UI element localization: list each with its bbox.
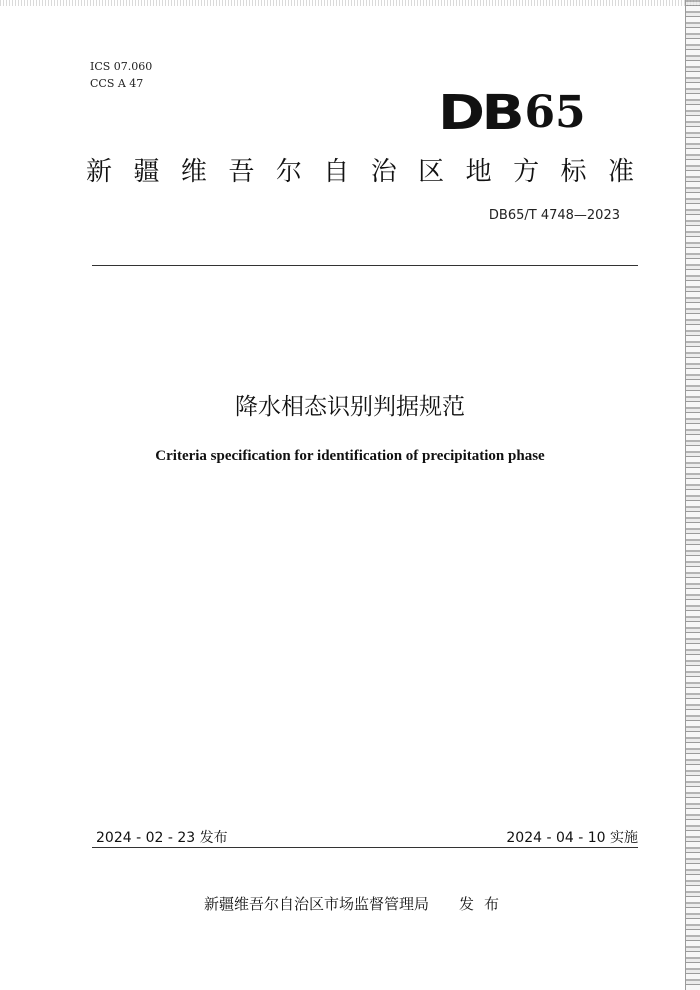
ics-code: ICS 07.060 bbox=[90, 60, 153, 73]
issuer-name: 新疆维吾尔自治区市场监督管理局 bbox=[204, 895, 430, 913]
issuing-authority bbox=[204, 893, 509, 914]
standard-type-char: 疆 bbox=[133, 157, 160, 187]
db-logo bbox=[438, 80, 598, 141]
standard-type-char: 维 bbox=[180, 157, 207, 187]
footer-divider bbox=[92, 847, 638, 848]
db-logo-letters: DB bbox=[438, 85, 522, 141]
standard-type-char: 标 bbox=[560, 157, 587, 187]
document-title-chinese: 降水相态识别判据规范 bbox=[235, 394, 465, 420]
standard-type-char: 准 bbox=[607, 157, 634, 187]
scan-edge-right bbox=[686, 0, 700, 990]
standard-type-char: 方 bbox=[513, 157, 540, 187]
standard-type-title bbox=[86, 152, 634, 192]
implementation-date: 2024 - 04 - 10 实施 bbox=[506, 830, 638, 846]
scan-edge-top bbox=[0, 0, 700, 6]
ccs-code: CCS A 47 bbox=[90, 77, 144, 90]
standard-type-char: 地 bbox=[465, 157, 492, 187]
db-logo-number: 65 bbox=[524, 87, 586, 138]
standard-type-char: 治 bbox=[370, 157, 397, 187]
standard-type-char: 尔 bbox=[275, 157, 302, 187]
issuer-action: 发布 bbox=[459, 895, 510, 913]
publish-date: 2024 - 02 - 23 发布 bbox=[96, 830, 228, 846]
classification-codes bbox=[90, 58, 152, 92]
standard-type-char: 新 bbox=[86, 157, 113, 187]
standard-type-char: 自 bbox=[323, 157, 350, 187]
standard-number: DB65/T 4748—2023 bbox=[488, 208, 620, 223]
standard-type-char: 吾 bbox=[228, 157, 255, 187]
document-title-english: Criteria specification for identification of precipitation phase bbox=[155, 448, 545, 464]
standard-type-char: 区 bbox=[418, 157, 445, 187]
scan-edge-line bbox=[685, 0, 686, 990]
header-divider bbox=[92, 265, 638, 266]
